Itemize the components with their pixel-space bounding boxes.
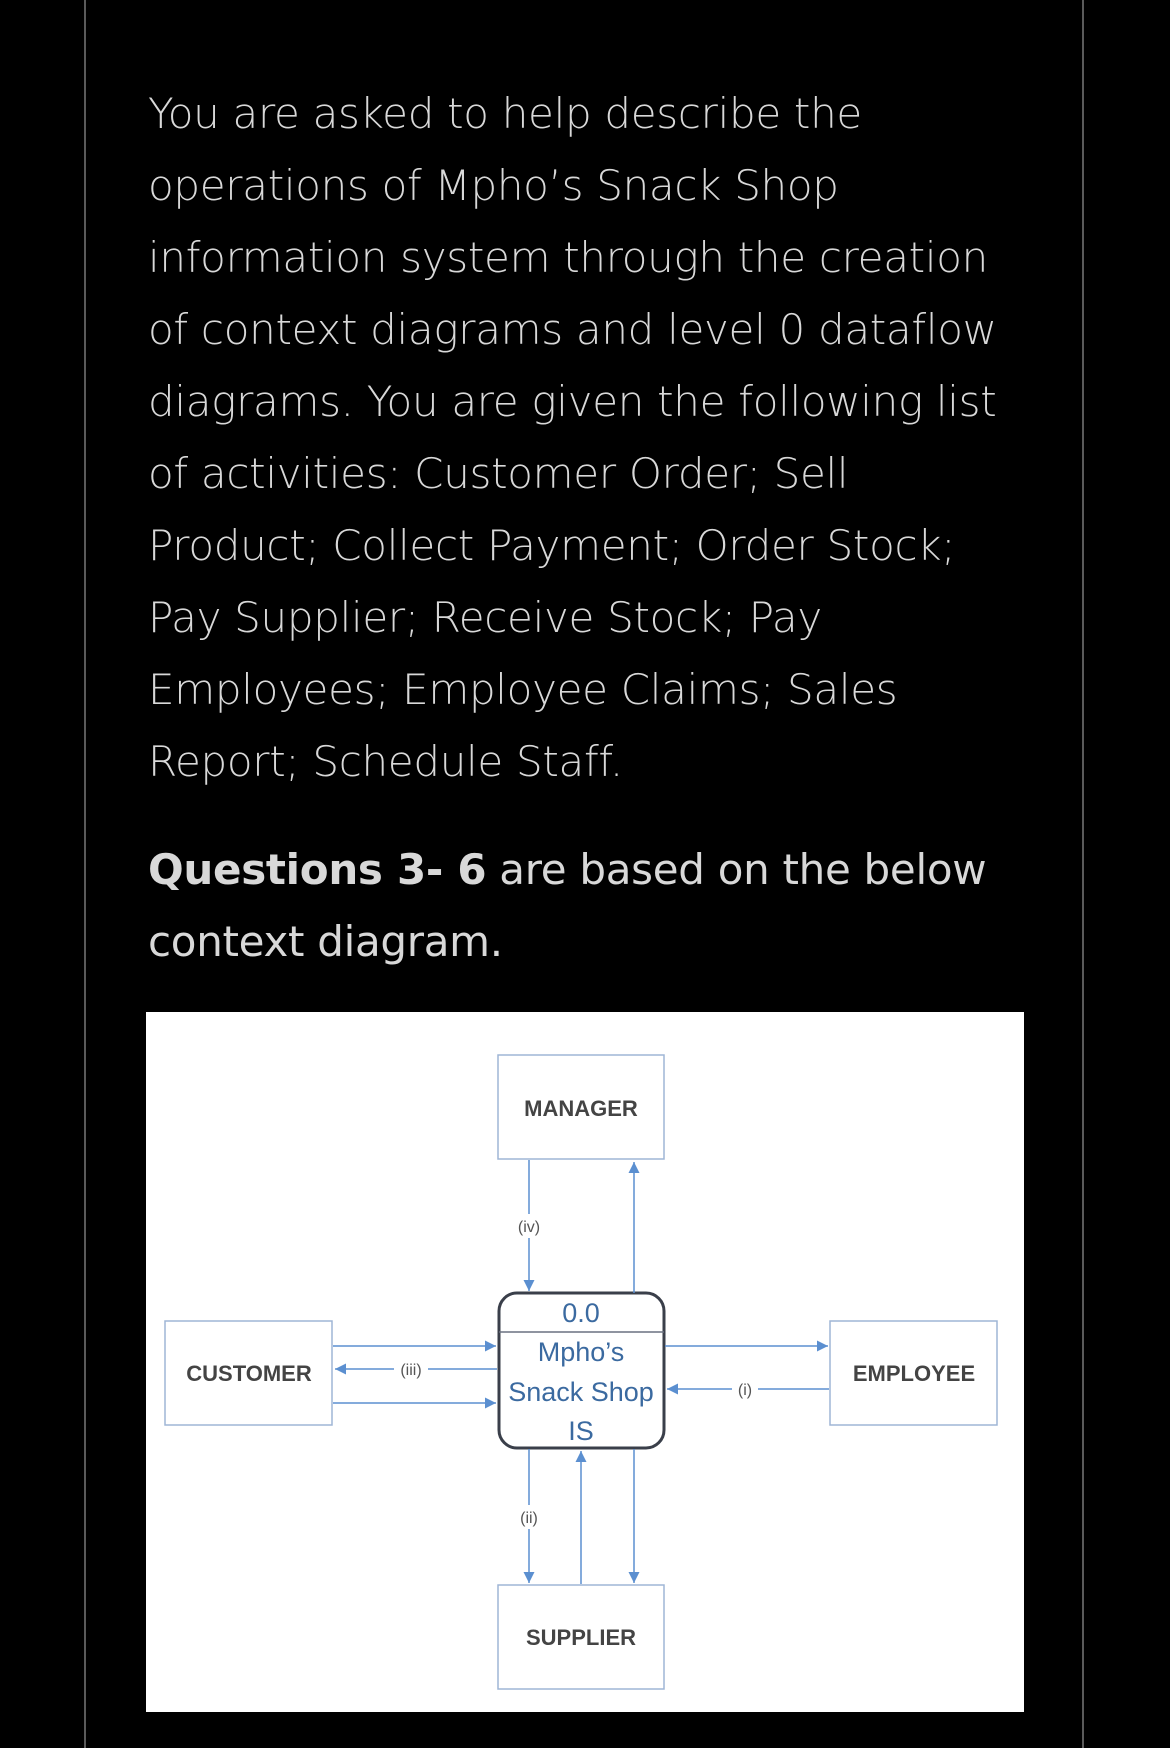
questions-rest: are based on the below context diagram. — [148, 845, 987, 966]
questions-range: Questions 3- 6 — [148, 845, 487, 894]
manager-label: MANAGER — [524, 1096, 638, 1121]
context-diagram — [146, 1012, 1024, 1712]
supplier-label: SUPPLIER — [525, 1625, 637, 1650]
process-line-1: Mpho’s — [537, 1337, 625, 1367]
questions-paragraph — [148, 834, 1018, 978]
left-frame-line — [84, 0, 86, 1748]
flow-iv-label: (iv) — [517, 1219, 541, 1236]
employee-label: EMPLOYEE — [852, 1361, 976, 1386]
process-line-3: IS — [568, 1416, 594, 1446]
process-line-2: Snack Shop — [508, 1377, 654, 1407]
right-frame-line — [1082, 0, 1084, 1748]
flow-ii-label: (ii) — [520, 1510, 538, 1527]
flow-iii-label: (iii) — [400, 1362, 422, 1379]
intro-paragraph: You are asked to help describe the operations of Mpho’s Snack Shop information system through the creation of context diagrams and level 0 dataflow diagrams. You are given the following list of activities: Customer Order; Sell Product; Collect Payment; Order Stock; Pay Supplier; Receive Stock; Pay Employees; Employee Claims; Sales Report; Schedule Staff. — [148, 89, 997, 786]
process-number: 0.0 — [562, 1298, 600, 1328]
flow-i-label: (i) — [737, 1382, 753, 1399]
customer-label: CUSTOMER — [186, 1361, 312, 1386]
